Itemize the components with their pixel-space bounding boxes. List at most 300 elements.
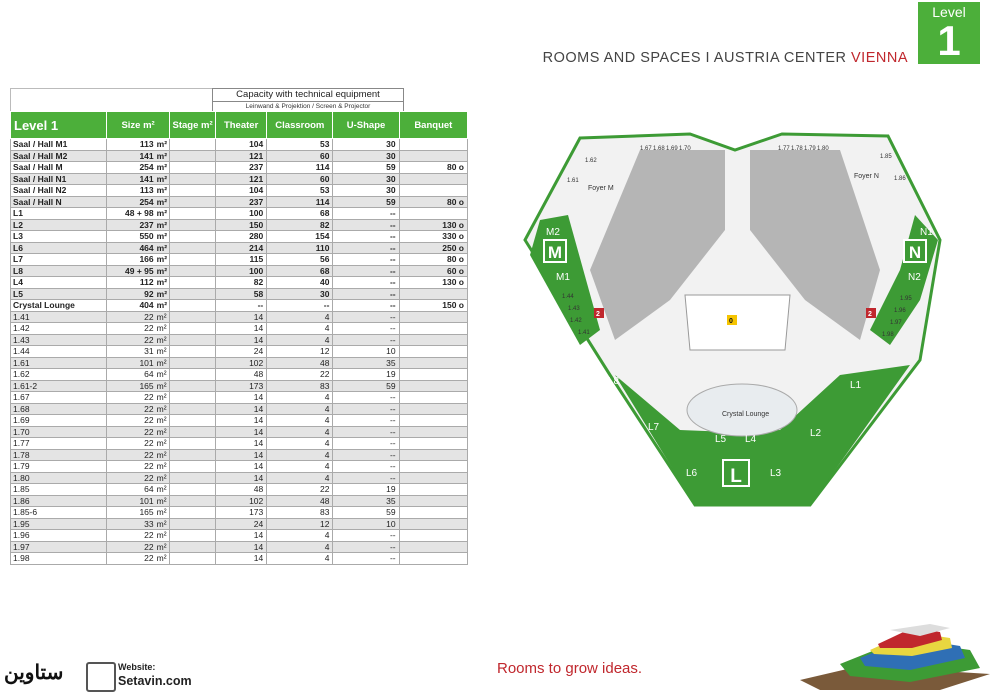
table-row <box>11 484 468 496</box>
cell-room-name: 1.62 <box>11 369 107 381</box>
cell-room-name: 1.44 <box>11 346 107 358</box>
map-label-l1: L1 <box>850 380 862 391</box>
cell-banquet <box>399 484 467 496</box>
table-row <box>11 357 468 369</box>
cell-unit: m² <box>155 208 170 220</box>
table-row <box>11 185 468 197</box>
cell-size: 64 <box>107 369 155 381</box>
column-header-theater: Theater <box>216 112 267 139</box>
cell-room-name: 1.77 <box>11 438 107 450</box>
cell-size: 112 <box>107 277 155 289</box>
cell-stage <box>170 254 216 266</box>
cell-stage <box>170 472 216 484</box>
cell-size: 141 <box>107 150 155 162</box>
cell-theater: 14 <box>216 461 267 473</box>
cell-stage <box>170 346 216 358</box>
table-row <box>11 530 468 542</box>
cell-classroom: 60 <box>267 150 333 162</box>
cell-room-name: 1.42 <box>11 323 107 335</box>
column-header-ushape: U-Shape <box>333 112 399 139</box>
table-row <box>11 403 468 415</box>
map-label-l2: L2 <box>810 428 822 439</box>
cell-room-name: 1.85-6 <box>11 507 107 519</box>
cell-room-name: 1.98 <box>11 553 107 565</box>
cell-size: 22 <box>107 541 155 553</box>
cell-theater: 14 <box>216 415 267 427</box>
map-room-1-86: 1.86 <box>894 176 906 182</box>
cell-size: 22 <box>107 553 155 565</box>
cell-classroom: 83 <box>267 507 333 519</box>
map-label-l: L <box>730 466 742 487</box>
cell-unit: m² <box>155 415 170 427</box>
cell-room-name: 1.69 <box>11 415 107 427</box>
cell-unit: m² <box>155 242 170 254</box>
cell-unit: m² <box>155 507 170 519</box>
capacity-subtitle: Leinwand & Projektion / Screen & Projector <box>245 103 371 110</box>
cell-size: 550 <box>107 231 155 243</box>
cell-room-name: 1.96 <box>11 530 107 542</box>
cell-theater: 14 <box>216 472 267 484</box>
cell-size: 237 <box>107 219 155 231</box>
column-header-level: Level 1 <box>11 112 107 139</box>
cell-room-name: 1.95 <box>11 518 107 530</box>
cell-unit: m² <box>155 185 170 197</box>
cell-theater: 14 <box>216 553 267 565</box>
cell-room-name: L2 <box>11 219 107 231</box>
cell-unit: m² <box>155 162 170 174</box>
map-label-l8: L8 <box>608 376 620 387</box>
cell-size: 113 <box>107 139 155 151</box>
cell-stage <box>170 461 216 473</box>
cell-size: 33 <box>107 518 155 530</box>
cell-banquet <box>399 185 467 197</box>
cell-banquet <box>399 541 467 553</box>
cell-theater: 100 <box>216 208 267 220</box>
cell-banquet <box>399 311 467 323</box>
cell-stage <box>170 288 216 300</box>
cell-classroom: 82 <box>267 219 333 231</box>
cell-classroom: 4 <box>267 323 333 335</box>
cell-unit: m² <box>155 472 170 484</box>
cell-classroom: 22 <box>267 369 333 381</box>
cell-room-name: L6 <box>11 242 107 254</box>
cell-banquet: 150 o <box>399 300 467 312</box>
map-room-1-69: 1.69 <box>666 146 678 152</box>
table-row <box>11 300 468 312</box>
cell-stage <box>170 518 216 530</box>
cell-unit: m² <box>155 553 170 565</box>
cell-theater: 24 <box>216 346 267 358</box>
cell-ushape: -- <box>333 403 399 415</box>
cell-unit: m² <box>155 438 170 450</box>
cell-unit: m² <box>155 277 170 289</box>
map-room-1-98: 1.98 <box>882 332 894 338</box>
floor-plan-svg <box>520 120 960 520</box>
cell-unit: m² <box>155 300 170 312</box>
cell-unit: m² <box>155 323 170 335</box>
cell-unit: m² <box>155 518 170 530</box>
cell-classroom: 4 <box>267 415 333 427</box>
cell-size: 49 + 95 <box>107 265 155 277</box>
cell-size: 22 <box>107 449 155 461</box>
cell-theater: 100 <box>216 265 267 277</box>
cell-ushape: -- <box>333 265 399 277</box>
map-label-foyer-n: Foyer N <box>854 173 879 180</box>
cell-size: 254 <box>107 196 155 208</box>
map-label-l4: L4 <box>745 434 757 445</box>
cell-banquet <box>399 415 467 427</box>
cell-banquet: 60 o <box>399 265 467 277</box>
cell-theater: 14 <box>216 323 267 335</box>
cell-theater: 121 <box>216 173 267 185</box>
cell-stage <box>170 173 216 185</box>
cell-unit: m² <box>155 530 170 542</box>
cell-stage <box>170 449 216 461</box>
cell-stage <box>170 139 216 151</box>
cell-ushape: -- <box>333 392 399 404</box>
table-row <box>11 426 468 438</box>
column-header-size: Size m² <box>107 112 170 139</box>
table-row <box>11 380 468 392</box>
table-row <box>11 323 468 335</box>
table-row <box>11 196 468 208</box>
cell-classroom: 4 <box>267 392 333 404</box>
cell-room-name: Crystal Lounge <box>11 300 107 312</box>
footer-tagline: Rooms to grow ideas. <box>497 660 643 677</box>
cell-size: 22 <box>107 530 155 542</box>
cell-ushape: -- <box>333 277 399 289</box>
cell-size: 464 <box>107 242 155 254</box>
table-row <box>11 346 468 358</box>
map-label-n: N <box>908 243 922 262</box>
table-row <box>11 277 468 289</box>
cell-ushape: -- <box>333 242 399 254</box>
cell-banquet <box>399 323 467 335</box>
cell-ushape: -- <box>333 449 399 461</box>
cell-theater: 14 <box>216 438 267 450</box>
cell-theater: 48 <box>216 369 267 381</box>
table-row <box>11 461 468 473</box>
cell-classroom: 4 <box>267 311 333 323</box>
cell-size: 22 <box>107 426 155 438</box>
cell-room-name: Saal / Hall N2 <box>11 185 107 197</box>
cell-unit: m² <box>155 495 170 507</box>
cell-stage <box>170 553 216 565</box>
map-room-1-77: 1.77 <box>778 146 790 152</box>
cell-size: 92 <box>107 288 155 300</box>
cell-theater: 150 <box>216 219 267 231</box>
page-title-city: VIENNA <box>851 50 908 66</box>
cell-room-name: L7 <box>11 254 107 266</box>
map-room-1-79: 1.79 <box>804 146 816 152</box>
cell-ushape: -- <box>333 288 399 300</box>
map-label-crystal-lounge: Crystal Lounge <box>722 411 770 418</box>
cell-ushape: 35 <box>333 495 399 507</box>
cell-size: 22 <box>107 472 155 484</box>
cell-size: 22 <box>107 461 155 473</box>
cell-classroom: 4 <box>267 541 333 553</box>
cell-classroom: 4 <box>267 461 333 473</box>
cell-classroom: 4 <box>267 426 333 438</box>
cell-unit: m² <box>155 449 170 461</box>
cell-unit: m² <box>155 380 170 392</box>
cell-unit: m² <box>155 288 170 300</box>
cell-size: 22 <box>107 311 155 323</box>
cell-stage <box>170 311 216 323</box>
cell-theater: 14 <box>216 403 267 415</box>
cell-unit: m² <box>155 392 170 404</box>
building-illustration <box>800 620 990 692</box>
cell-classroom: 68 <box>267 265 333 277</box>
cell-size: 141 <box>107 173 155 185</box>
cell-unit: m² <box>155 311 170 323</box>
cell-classroom: 68 <box>267 208 333 220</box>
cell-ushape: 59 <box>333 162 399 174</box>
table-row <box>11 369 468 381</box>
map-label-foyer-m: Foyer M <box>588 185 614 192</box>
column-header-banquet: Banquet <box>399 112 467 139</box>
cell-theater: 14 <box>216 392 267 404</box>
cell-ushape: -- <box>333 426 399 438</box>
cell-stage <box>170 185 216 197</box>
cell-stage <box>170 300 216 312</box>
map-room-1-62: 1.62 <box>585 158 597 164</box>
cell-classroom: 114 <box>267 196 333 208</box>
cell-banquet <box>399 173 467 185</box>
cell-room-name: 1.68 <box>11 403 107 415</box>
map-room-1-61: 1.61 <box>567 178 579 184</box>
capacity-header <box>212 88 404 113</box>
cell-unit: m² <box>155 357 170 369</box>
table-row <box>11 415 468 427</box>
cell-size: 22 <box>107 392 155 404</box>
cell-banquet <box>399 392 467 404</box>
cell-size: 22 <box>107 438 155 450</box>
table-row <box>11 518 468 530</box>
cell-classroom: 53 <box>267 185 333 197</box>
cell-ushape: 59 <box>333 507 399 519</box>
map-room-1-41: 1.41 <box>578 330 590 336</box>
cell-theater: 14 <box>216 311 267 323</box>
table-row <box>11 162 468 174</box>
cell-banquet <box>399 426 467 438</box>
cell-ushape: -- <box>333 530 399 542</box>
cell-stage <box>170 415 216 427</box>
cell-room-name: Saal / Hall M <box>11 162 107 174</box>
level-badge-number: 1 <box>937 17 961 64</box>
cell-stage <box>170 242 216 254</box>
cell-unit: m² <box>155 196 170 208</box>
cell-room-name: Saal / Hall M2 <box>11 150 107 162</box>
cell-banquet <box>399 346 467 358</box>
floor-plan-map <box>520 120 960 520</box>
map-room-1-67: 1.67 <box>640 146 652 152</box>
cell-size: 404 <box>107 300 155 312</box>
cell-room-name: 1.67 <box>11 392 107 404</box>
website-url: Setavin.com <box>118 674 192 688</box>
cell-ushape: -- <box>333 553 399 565</box>
cell-ushape: -- <box>333 208 399 220</box>
cell-size: 64 <box>107 484 155 496</box>
cell-unit: m² <box>155 139 170 151</box>
cell-stage <box>170 334 216 346</box>
lift-label-2-left: 2 <box>596 311 600 318</box>
map-room-1-80: 1.80 <box>817 146 829 152</box>
table-row <box>11 265 468 277</box>
map-room-1-68: 1.68 <box>653 146 665 152</box>
cell-classroom: 114 <box>267 162 333 174</box>
table-row <box>11 553 468 565</box>
cell-unit: m² <box>155 426 170 438</box>
cell-banquet <box>399 461 467 473</box>
cell-size: 113 <box>107 185 155 197</box>
cell-room-name: L5 <box>11 288 107 300</box>
cell-banquet <box>399 449 467 461</box>
level-badge-label: Level <box>932 4 966 20</box>
cell-theater: 102 <box>216 495 267 507</box>
cell-theater: 102 <box>216 357 267 369</box>
table-row <box>11 208 468 220</box>
cell-unit: m² <box>155 219 170 231</box>
cell-size: 22 <box>107 415 155 427</box>
table-row <box>11 392 468 404</box>
cell-unit: m² <box>155 334 170 346</box>
cell-ushape: 30 <box>333 185 399 197</box>
table-row <box>11 219 468 231</box>
map-label-m1: M1 <box>556 272 570 283</box>
cell-size: 101 <box>107 495 155 507</box>
cell-room-name: 1.97 <box>11 541 107 553</box>
cell-ushape: 19 <box>333 484 399 496</box>
cell-banquet <box>399 518 467 530</box>
cell-banquet: 130 o <box>399 219 467 231</box>
cell-ushape: 59 <box>333 196 399 208</box>
column-header-stage: Stage m² <box>170 112 216 139</box>
cell-banquet <box>399 288 467 300</box>
table-row <box>11 242 468 254</box>
cell-size: 48 + 98 <box>107 208 155 220</box>
cell-ushape: -- <box>333 231 399 243</box>
cell-theater: 14 <box>216 530 267 542</box>
page-title-main: ROOMS AND SPACES I AUSTRIA CENTER <box>542 50 851 66</box>
map-room-1-44: 1.44 <box>562 294 574 300</box>
cell-unit: m² <box>155 346 170 358</box>
table-row <box>11 507 468 519</box>
cell-size: 101 <box>107 357 155 369</box>
cell-banquet: 80 o <box>399 162 467 174</box>
cell-room-name: 1.61 <box>11 357 107 369</box>
cell-banquet <box>399 403 467 415</box>
capacity-table <box>10 111 468 565</box>
cell-classroom: 12 <box>267 346 333 358</box>
cell-theater: 237 <box>216 196 267 208</box>
cell-stage <box>170 196 216 208</box>
cell-classroom: 40 <box>267 277 333 289</box>
cell-stage <box>170 162 216 174</box>
cell-unit: m² <box>155 541 170 553</box>
cell-room-name: 1.85 <box>11 484 107 496</box>
cell-stage <box>170 231 216 243</box>
cell-ushape: 30 <box>333 173 399 185</box>
cell-classroom: 4 <box>267 334 333 346</box>
cell-unit: m² <box>155 173 170 185</box>
cell-classroom: 4 <box>267 403 333 415</box>
cell-classroom: 4 <box>267 449 333 461</box>
cell-classroom: -- <box>267 300 333 312</box>
cell-banquet <box>399 530 467 542</box>
table-row <box>11 495 468 507</box>
cell-unit: m² <box>155 461 170 473</box>
cell-unit: m² <box>155 484 170 496</box>
cell-room-name: L1 <box>11 208 107 220</box>
cell-room-name: 1.43 <box>11 334 107 346</box>
cell-banquet <box>399 472 467 484</box>
cell-theater: 104 <box>216 185 267 197</box>
cell-stage <box>170 495 216 507</box>
cell-room-name: 1.70 <box>11 426 107 438</box>
cell-classroom: 83 <box>267 380 333 392</box>
cell-stage <box>170 438 216 450</box>
map-room-1-97: 1.97 <box>890 320 902 326</box>
cell-banquet: 80 o <box>399 196 467 208</box>
map-room-1-95: 1.95 <box>900 296 912 302</box>
cell-room-name: 1.86 <box>11 495 107 507</box>
cell-unit: m² <box>155 254 170 266</box>
cell-classroom: 48 <box>267 495 333 507</box>
cell-stage <box>170 403 216 415</box>
table-row <box>11 438 468 450</box>
cell-classroom: 4 <box>267 472 333 484</box>
cell-size: 31 <box>107 346 155 358</box>
cell-classroom: 4 <box>267 438 333 450</box>
cell-theater: 121 <box>216 150 267 162</box>
cell-classroom: 48 <box>267 357 333 369</box>
cell-stage <box>170 369 216 381</box>
capacity-title: Capacity with technical equipment <box>213 89 403 102</box>
cell-banquet <box>399 139 467 151</box>
lift-label-0: 0 <box>729 318 733 325</box>
map-label-m2: M2 <box>546 227 560 238</box>
cell-stage <box>170 208 216 220</box>
cell-classroom: 4 <box>267 553 333 565</box>
table-row <box>11 150 468 162</box>
map-room-1-42: 1.42 <box>570 318 582 324</box>
cell-stage <box>170 380 216 392</box>
cell-ushape: -- <box>333 541 399 553</box>
map-room-1-78: 1.78 <box>791 146 803 152</box>
cell-stage <box>170 150 216 162</box>
table-header-row <box>11 112 468 139</box>
cell-banquet <box>399 334 467 346</box>
cell-stage <box>170 507 216 519</box>
cell-theater: 280 <box>216 231 267 243</box>
map-label-n2: N2 <box>908 272 921 283</box>
cell-room-name: L4 <box>11 277 107 289</box>
cell-unit: m² <box>155 403 170 415</box>
page-title <box>543 50 908 66</box>
table-row <box>11 472 468 484</box>
cell-banquet: 250 o <box>399 242 467 254</box>
cell-classroom: 154 <box>267 231 333 243</box>
cell-stage <box>170 323 216 335</box>
logo-arabic-text: ستاوین <box>4 662 64 684</box>
cell-banquet <box>399 150 467 162</box>
cell-ushape: -- <box>333 438 399 450</box>
cell-stage <box>170 541 216 553</box>
cell-room-name: 1.78 <box>11 449 107 461</box>
cell-theater: 14 <box>216 449 267 461</box>
cell-banquet: 80 o <box>399 254 467 266</box>
